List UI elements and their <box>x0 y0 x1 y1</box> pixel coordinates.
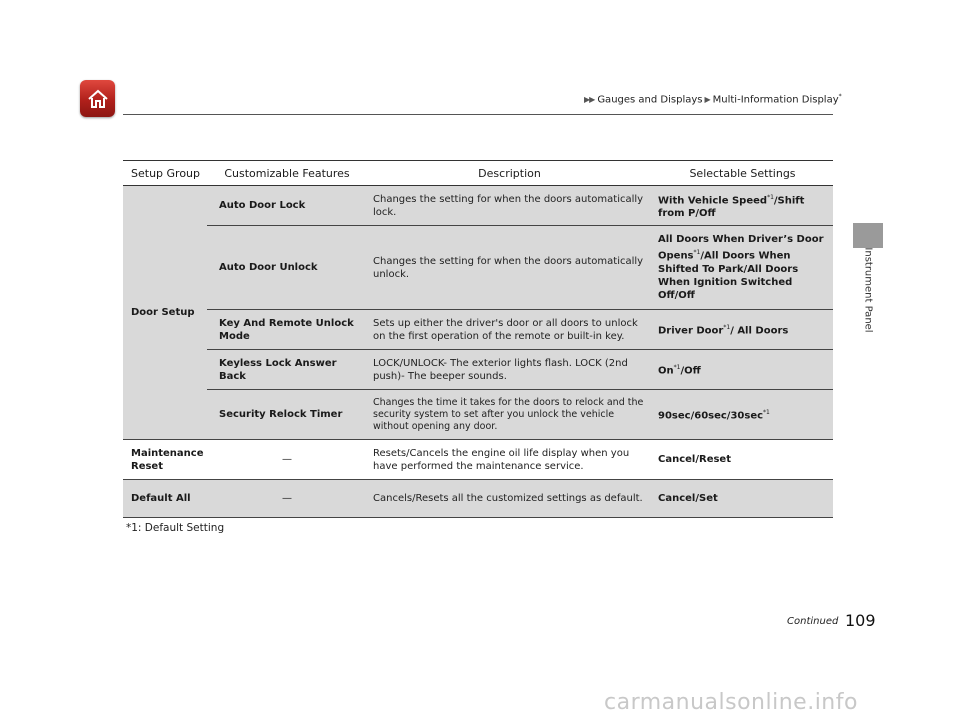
selectable-settings: All Doors When Driver’s Door Opens$^{*1}$/All Doors When Shifted To Park/All Doors When Ignition Switched Off/Off <box>652 226 833 310</box>
feature-description: Changes the setting for when the doors automatically lock. <box>367 186 652 226</box>
feature-description: Changes the time it takes for the doors to relock and the security system to set after you unlock the vehicle without opening any door. <box>367 390 652 440</box>
feature-name: Auto Door Lock <box>207 186 367 226</box>
page-number: 109 <box>845 611 876 630</box>
breadcrumb <box>584 93 842 105</box>
table-row <box>123 310 833 350</box>
feature-name: Security Relock Timer <box>207 390 367 440</box>
table-row <box>123 480 833 518</box>
feature-name: Keyless Lock Answer Back <box>207 350 367 390</box>
selectable-settings: Cancel/Set <box>652 480 833 518</box>
table-row <box>123 390 833 440</box>
home-button[interactable] <box>80 80 115 117</box>
section-tab <box>853 223 883 248</box>
table-row <box>123 350 833 390</box>
feature-name: — <box>207 440 367 480</box>
header-settings: Selectable Settings <box>652 161 833 186</box>
header-setup-group: Setup Group <box>123 161 207 186</box>
breadcrumb-arrow-icon: ▶▶ <box>584 95 595 105</box>
feature-name: — <box>207 480 367 518</box>
table-header-row <box>123 161 833 186</box>
group-default-all: Default All <box>123 480 207 518</box>
breadcrumb-current: Multi-Information Display <box>712 94 839 106</box>
feature-name: Key And Remote Unlock Mode <box>207 310 367 350</box>
header-description: Description <box>367 161 652 186</box>
selectable-settings: $90\sec/60\sec/30\sec^{*1}$ <box>652 390 833 440</box>
home-icon <box>86 87 110 111</box>
group-maintenance-reset: Maintenance Reset <box>123 440 207 480</box>
header-features: Customizable Features <box>207 161 367 186</box>
feature-description: LOCK/UNLOCK- The exterior lights flash. LOCK (2nd push)- The beeper sounds. <box>367 350 652 390</box>
footnote: *1: Default Setting <box>126 522 225 534</box>
feature-name: Auto Door Unlock <box>207 226 367 310</box>
feature-description: Sets up either the driver's door or all doors to unlock on the first operation of the remote or built-in key. <box>367 310 652 350</box>
table-row <box>123 226 833 310</box>
selectable-settings: Driver Door$^{*1}$/ All Doors <box>652 310 833 350</box>
customization-table <box>123 160 833 518</box>
breadcrumb-arrow-icon: ▶ <box>704 95 711 105</box>
breadcrumb-link-gauges[interactable]: Gauges and Displays <box>597 94 703 106</box>
feature-description: Changes the setting for when the doors automatically unlock. <box>367 226 652 310</box>
section-label: Instrument Panel <box>862 247 874 333</box>
selectable-settings: Cancel/Reset <box>652 440 833 480</box>
header-divider <box>123 114 833 115</box>
continued-label: Continued <box>787 616 839 627</box>
table-row <box>123 440 833 480</box>
selectable-settings: On$^{*1}$/Off <box>652 350 833 390</box>
watermark: carmanualsonline.info <box>604 690 858 715</box>
feature-description: Resets/Cancels the engine oil life display when you have performed the maintenance service. <box>367 440 652 480</box>
table-row <box>123 186 833 226</box>
feature-description: Cancels/Resets all the customized settings as default. <box>367 480 652 518</box>
group-door-setup: Door Setup <box>123 186 207 440</box>
breadcrumb-mark: * <box>838 93 842 100</box>
selectable-settings: With Vehicle Speed$^{*1}$/Shift from P/Off <box>652 186 833 226</box>
